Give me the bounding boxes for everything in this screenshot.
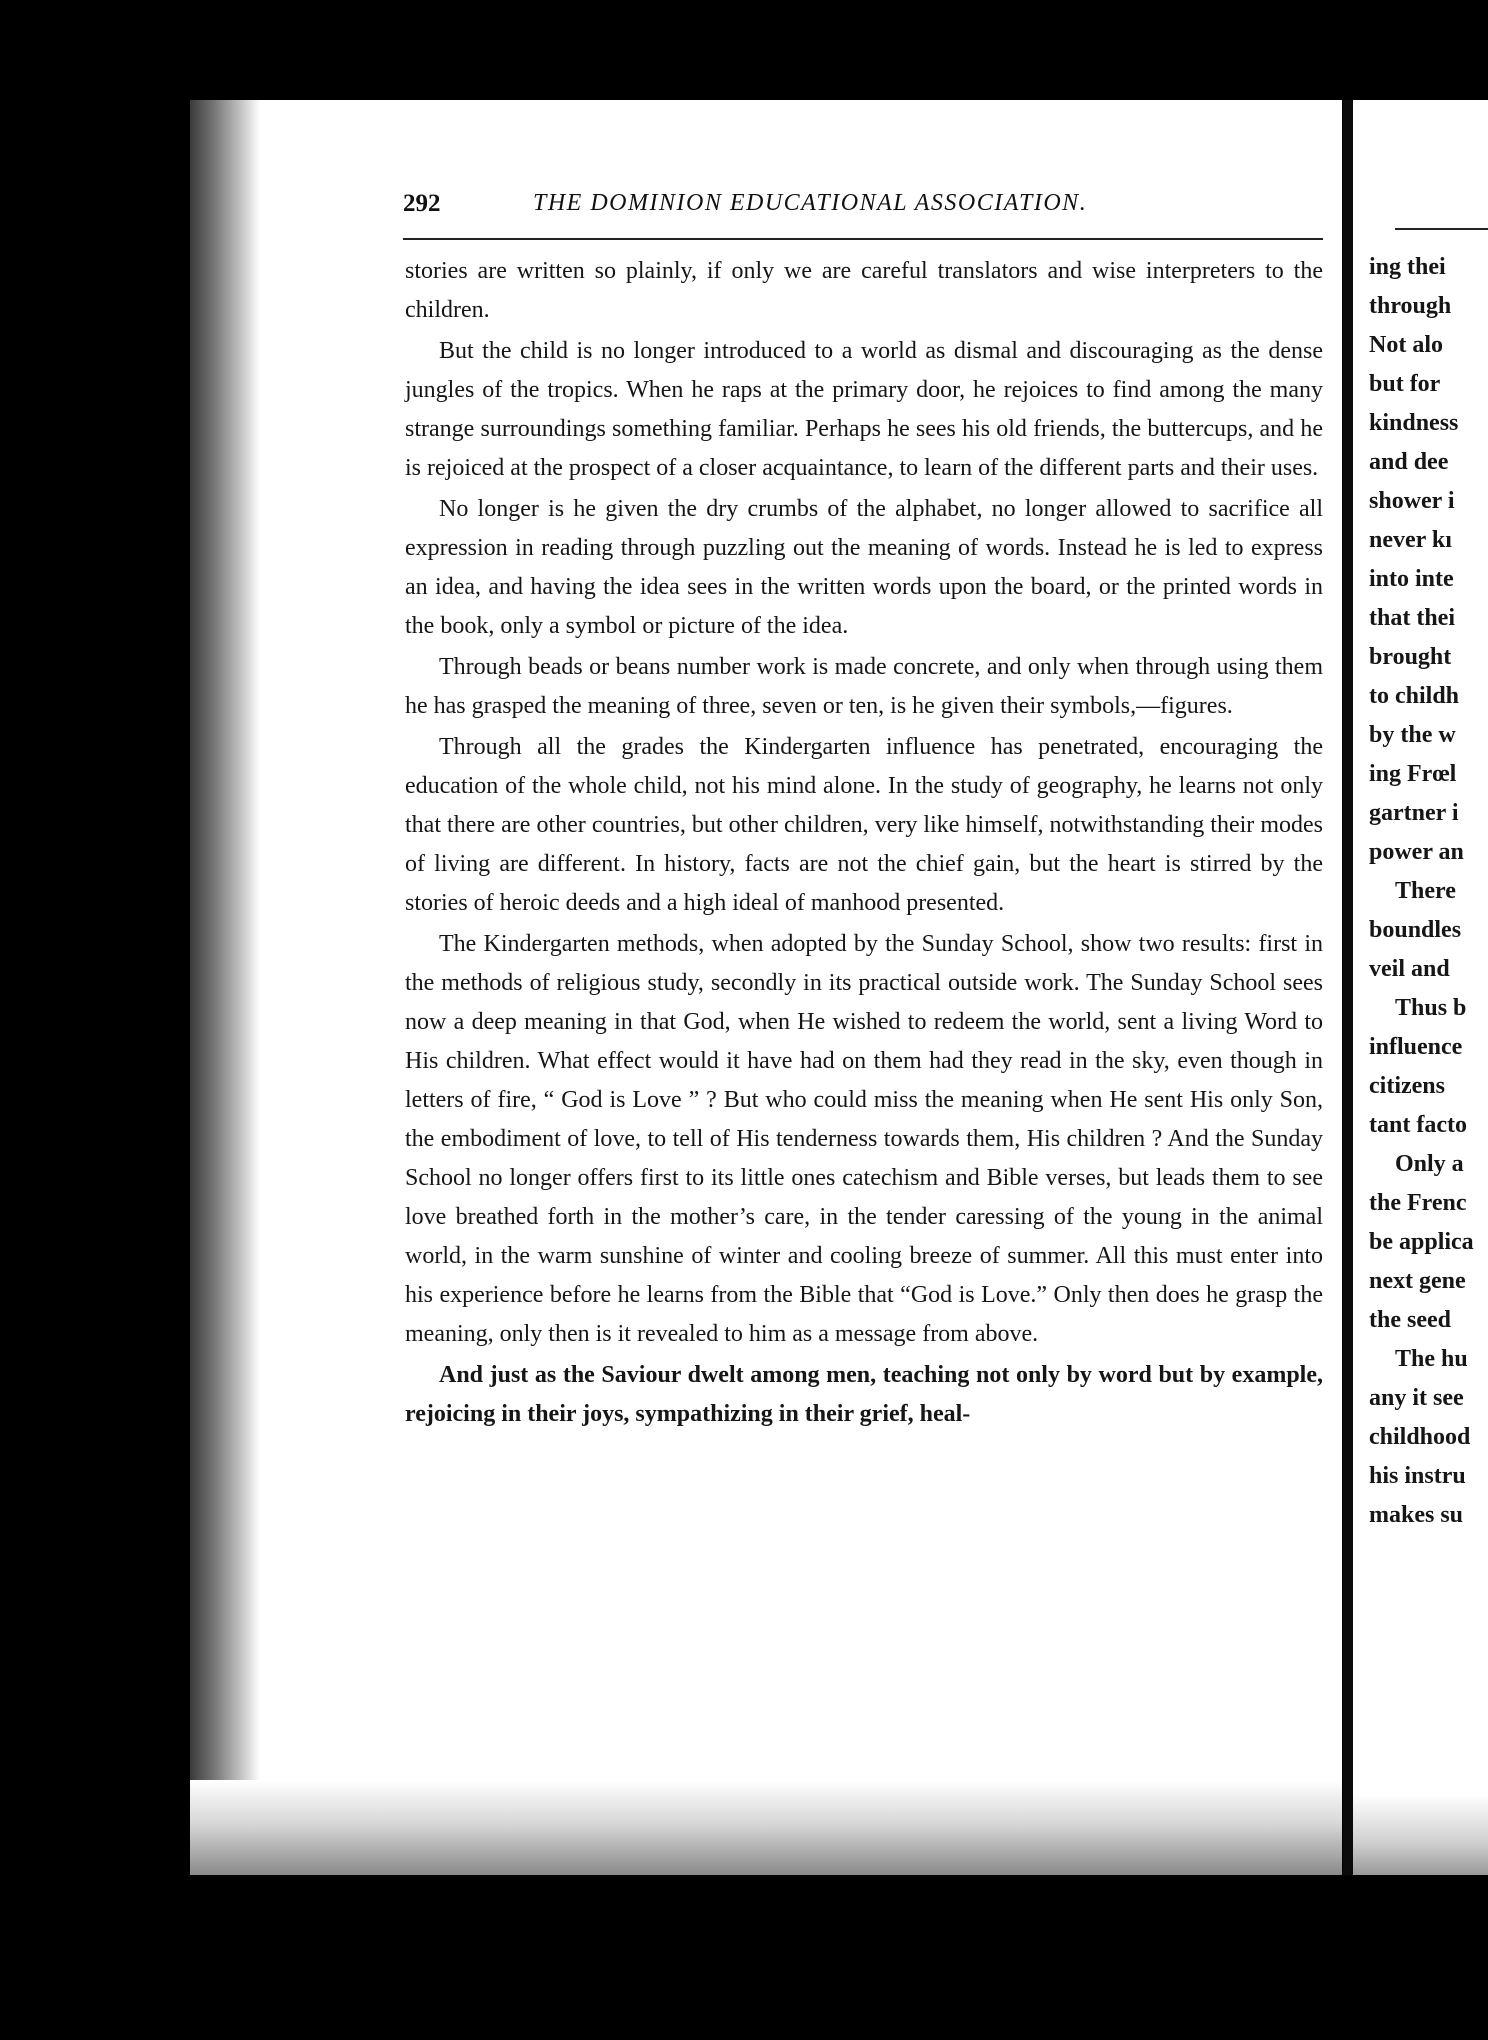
right-page-line: power an [1369, 839, 1464, 865]
right-page-line: childhood [1369, 1424, 1471, 1450]
right-page-bottom-shadow [1353, 1795, 1488, 1875]
right-page-line: The hu [1395, 1346, 1468, 1372]
right-page-line: the Frenc [1369, 1190, 1467, 1216]
right-page-line: any it see [1369, 1385, 1464, 1411]
right-page-line: his instru [1369, 1463, 1466, 1489]
paragraph: And just as the Saviour dwelt among men, teaching not only by word but by example, rejoicing in their joys, sympathizing in their grief, heal- [405, 1362, 1323, 1427]
right-page-line: makes su [1369, 1502, 1464, 1528]
right-page-line: by the w [1369, 722, 1456, 748]
right-page-line: never kı [1369, 527, 1452, 553]
right-page-line: that thei [1369, 605, 1455, 631]
paragraph: No longer is he given the dry crumbs of the alphabet, no longer allowed to sacrifice all expression in reading through puzzling out the meaning of words. Instead he is led to express an idea, and having the idea sees in the written words upon the board, or the printed words in the book, only a symbol or picture of the idea. [405, 496, 1323, 639]
right-page-line: and dee [1369, 449, 1449, 475]
right-page-line: kindness [1369, 410, 1459, 436]
header-rule [403, 238, 1323, 240]
paragraph: The Kindergarten methods, when adopted by the Sunday School, show two results: first in the methods of religious study, secondly in its practical outside work. The Sunday School sees now a deep meaning in that God, when He wished to redeem the world, sent a living Word to His children. What effect would it have had on them had they read in the sky, even though in letters of fire, “ God is Love ” ? But who could miss the meaning when He sent His only Son, the embodiment of love, to tell of His tenderness towards them, His children ? And the Sunday School no longer offers first to its little ones catechism and Bible verses, but leads them to see love breathed forth in the mother’s care, in the tender caressing of the young in the animal world, in the warm sunshine of winter and cooling breeze of summer. All this must enter into his experience before he learns from the Bible that “God is Love.” Only then does he grasp the meaning, only then is it revealed to him as a message from above. [405, 931, 1323, 1347]
right-header-rule [1395, 228, 1488, 230]
paragraph: Through beads or beans number work is made concrete, and only when through using them he has grasped the meaning of three, seven or ten, is he given their symbols,—figures. [405, 654, 1323, 719]
right-page-line: There [1395, 878, 1456, 904]
right-page-line: shower i [1369, 488, 1455, 514]
right-page-line: brought [1369, 644, 1452, 670]
book-spine [1343, 100, 1353, 1875]
right-page-line: be applica [1369, 1229, 1474, 1255]
right-page-line: boundles [1369, 917, 1462, 943]
right-page-line: influence [1369, 1034, 1463, 1060]
right-page-line: ing Frœl [1369, 761, 1457, 787]
right-page-line: ing thei [1369, 254, 1446, 280]
right-page-line: Not alo [1369, 332, 1443, 358]
running-head [403, 190, 1342, 230]
right-page-line: the seed [1369, 1307, 1451, 1333]
right-page-line: Only a [1395, 1151, 1464, 1177]
paragraph: stories are written so plainly, if only we are careful translators and wise interpreters to the children. [405, 258, 1323, 323]
right-page-line: to childh [1369, 683, 1460, 709]
journal-title: THE DOMINION EDUCATIONAL ASSOCIATION. [533, 190, 1088, 216]
right-page-fragment [1353, 100, 1488, 1875]
right-page-line: Thus b [1395, 995, 1467, 1021]
right-page-line: through [1369, 293, 1452, 319]
right-page-line: tant facto [1369, 1112, 1467, 1138]
gutter-shadow [190, 100, 260, 1875]
right-page-line: citizens [1369, 1073, 1445, 1099]
right-page-line: gartner i [1369, 800, 1459, 826]
right-page-lines [1369, 248, 1488, 1535]
left-page [190, 100, 1342, 1875]
page-bottom-shadow [190, 1780, 1342, 1875]
right-page-line: into inte [1369, 566, 1454, 592]
paragraph: Through all the grades the Kindergarten influence has penetrated, encouraging the education of the whole child, not his mind alone. In the study of geography, he learns not only that there are other countries, but other children, very like himself, notwithstanding their modes of living are different. In history, facts are not the chief gain, but the heart is stirred by the stories of heroic deeds and a high ideal of manhood presented. [405, 734, 1323, 916]
right-page-line: veil and [1369, 956, 1450, 982]
paragraph: But the child is no longer introduced to a world as dismal and discouraging as the dense jungles of the tropics. When he raps at the primary door, he rejoices to find among the many strange surroundings something familiar. Perhaps he sees his old friends, the buttercups, and he is rejoiced at the prospect of a closer acquaintance, to learn of the different parts and their uses. [405, 338, 1323, 481]
right-page-line: but for [1369, 371, 1441, 397]
page-number: 292 [403, 190, 441, 217]
right-page-line: next gene [1369, 1268, 1466, 1294]
body-text [405, 252, 1323, 1436]
